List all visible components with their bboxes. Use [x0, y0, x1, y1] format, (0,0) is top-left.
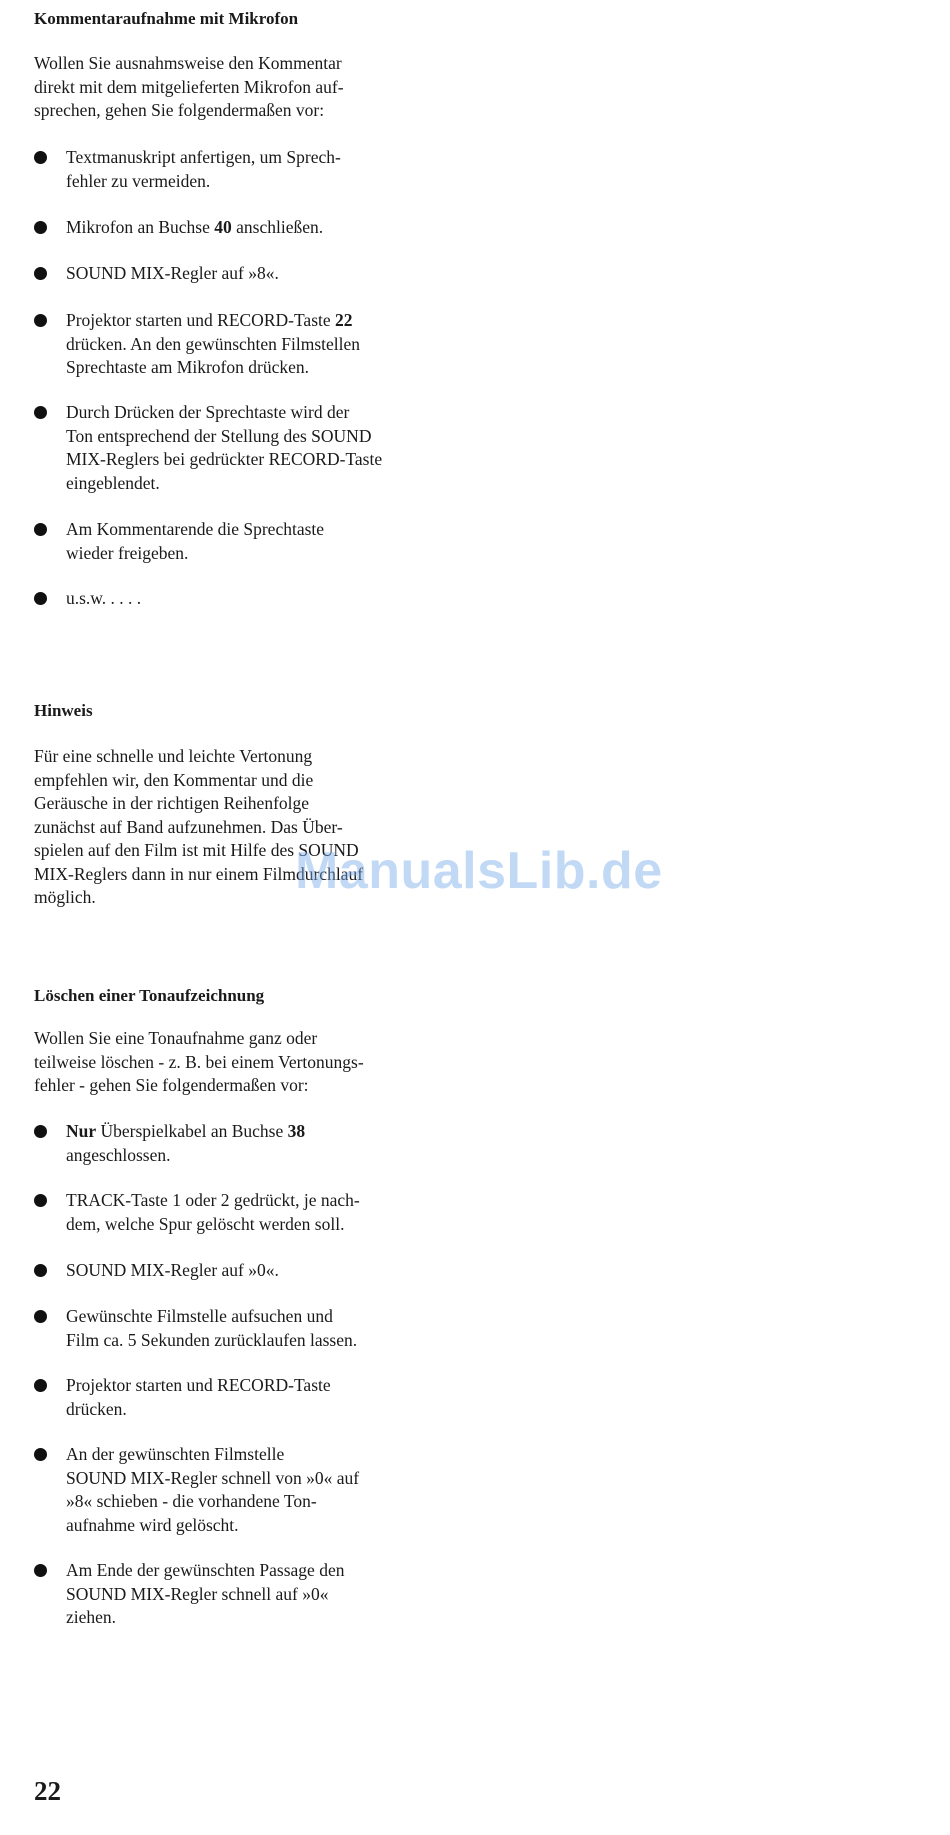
bullet-icon	[34, 1564, 47, 1577]
list-item-text: Textmanuskript anfertigen, um Sprech- fehler zu vermeiden.	[66, 147, 341, 191]
section-intro-erase: Wollen Sie eine Tonaufnahme ganz oder teilweise löschen - z. B. bei einem Vertonungs- fehler - gehen Sie folgendermaßen vor:	[34, 1028, 364, 1095]
list-item-text: Am Kommentarende die Sprechtaste wieder freigeben.	[66, 519, 325, 563]
list-item-text: TRACK-Taste 1 oder 2 gedrückt, je nach- dem, welche Spur gelöscht werden soll.	[66, 1190, 360, 1234]
bullet-icon	[34, 1125, 47, 1138]
list-item-text: SOUND MIX-Regler auf »0«.	[66, 1260, 279, 1280]
list-item-text: Gewünschte Filmstelle aufsuchen und Film ca. 5 Sekunden zurücklaufen lassen.	[66, 1306, 358, 1350]
list-item-text: SOUND MIX-Regler auf »8«.	[66, 263, 279, 283]
section-heading-hint: Hinweis	[34, 701, 93, 720]
list-item-text: Am Ende der gewünschten Passage den SOUND MIX-Regler schnell auf »0« ziehen.	[66, 1560, 345, 1627]
bullet-icon	[34, 151, 47, 164]
bullet-icon	[34, 592, 47, 605]
section-intro-microphone: Wollen Sie ausnahmsweise den Kommentar direkt mit dem mitgelieferten Mikrofon auf- sprechen, gehen Sie folgendermaßen vor:	[34, 53, 344, 120]
hint-body: Für eine schnelle und leichte Vertonung empfehlen wir, den Kommentar und die Geräusche in der richtigen Reihenfolge zunächst auf Band aufzunehmen. Das Über- spielen auf den Film ist mit Hilfe des SOUND MIX-Reglers dann in nur einem Filmdurchlauf möglich.	[34, 746, 364, 907]
bullet-icon	[34, 1448, 47, 1461]
list-item-text: Mikrofon an Buchse 40 anschließen.	[66, 217, 324, 237]
list-item-text: Projektor starten und RECORD-Taste drücken.	[66, 1375, 331, 1419]
bullet-icon	[34, 221, 47, 234]
list-item-text: Projektor starten und RECORD-Taste 22 drücken. An den gewünschten Filmstellen Sprechtaste am Mikrofon drücken.	[66, 310, 361, 377]
list-item-text: An der gewünschten Filmstelle SOUND MIX-Regler schnell von »0« auf »8« schieben - die vorhandene Ton- aufnahme wird gelöscht.	[66, 1444, 360, 1535]
section-heading-erase: Löschen einer Tonaufzeichnung	[34, 986, 265, 1005]
bullet-icon	[34, 267, 47, 280]
bullet-icon	[34, 314, 47, 327]
bullet-icon	[34, 406, 47, 419]
watermark: ManualsLib.de	[295, 842, 663, 900]
list-item-text: u.s.w. . . . .	[66, 588, 142, 608]
page-number: 22	[34, 1776, 61, 1806]
list-item-text: Nur Überspielkabel an Buchse 38 angeschlossen.	[66, 1121, 306, 1165]
bullet-icon	[34, 1264, 47, 1277]
list-item-text: Durch Drücken der Sprechtaste wird der Ton entsprechend der Stellung des SOUND MIX-Reglers bei gedrückter RECORD-Taste eingeblendet.	[66, 402, 383, 493]
bullet-icon	[34, 1194, 47, 1207]
bullet-icon	[34, 523, 47, 536]
bullet-icon	[34, 1379, 47, 1392]
bullet-icon	[34, 1310, 47, 1323]
section-heading-microphone: Kommentaraufnahme mit Mikrofon	[34, 9, 299, 28]
